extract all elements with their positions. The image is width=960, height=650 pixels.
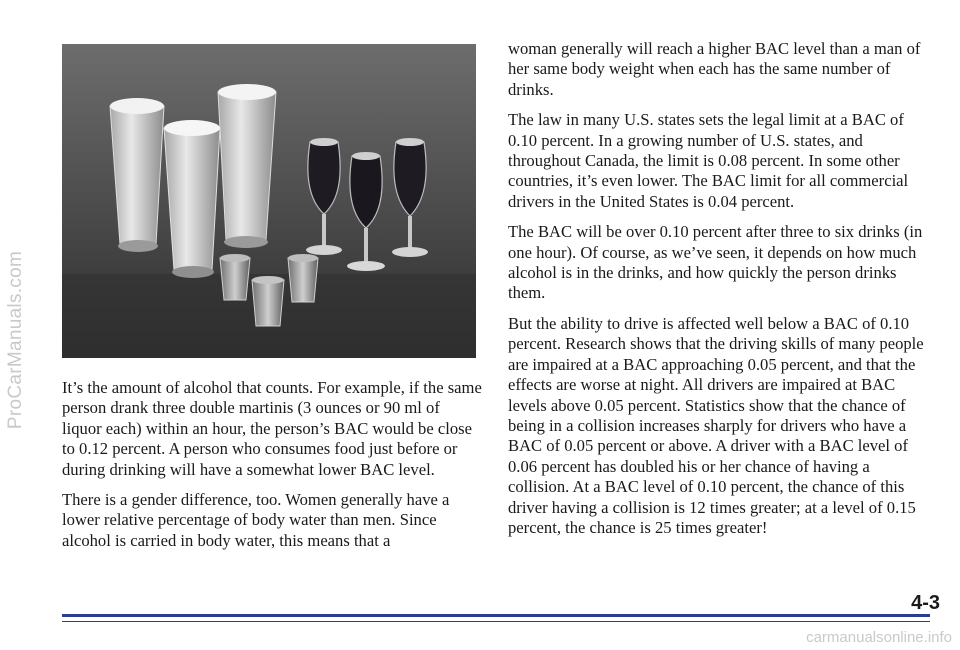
watermark-vertical (2, 80, 30, 600)
footer-rule-thick (62, 614, 930, 617)
right-text-column (508, 39, 928, 548)
paragraph-alcohol-amount: It’s the amount of alcohol that counts. For example, if the same person drank three double martinis (3 ounces or 90 ml of liquor each) within an hour, the person’s BAC would be close to 0.12 percent. A person who consumes food just before or during drinking will have a somewhat lower BAC level. (62, 378, 482, 479)
watermark-footer: carmanualsonline.info (806, 629, 952, 646)
page-number: 4-3 (911, 592, 940, 614)
paragraph-drinks-count: The BAC will be over 0.10 percent after three to six drinks (in one hour). Of course, as we’ve seen, it depends on how much alcohol is in the drinks, and how quickly the person drinks them. (508, 222, 923, 303)
watermark-vertical-text: ProCarManuals.com (5, 250, 26, 430)
drinks-illustration (62, 44, 476, 358)
paragraph-gender-difference: There is a gender difference, too. Women generally have a lower relative percentage of body water than men. Since alcohol is carried in body water, this means that a (62, 490, 450, 550)
paragraph-legal-limit: The law in many U.S. states sets the legal limit at a BAC of 0.10 percent. In a growing number of U.S. states, and throughout Canada, the limit is 0.08 percent. In some other countries, it’s even lower. The BAC limit for all commercial drivers in the United States is 0.04 percent. (508, 110, 909, 211)
left-text-column (62, 378, 482, 561)
paragraph-driving-ability: But the ability to drive is affected well below a BAC of 0.10 percent. Research shows that the driving skills of many people are impaired at a BAC approaching 0.05 percent, and that the effects are worse at night. All drivers are impaired at BAC levels above 0.05 percent. Statistics show that the chance of being in a collision increases sharply for drivers who have a BAC of 0.05 percent or above. A driver with a BAC level of 0.06 percent has doubled his or her chance of having a collision. At a BAC level of 0.10 percent, the chance of this driver having a collision is 12 times greater; at a level of 0.15 percent, the chance is 25 times greater! (508, 313, 924, 537)
paragraph-woman-bac: woman generally will reach a higher BAC level than a man of her same body weight when each has the same number of drinks. (508, 39, 921, 99)
footer-rule-thin (62, 621, 930, 622)
drinks-photo (62, 44, 476, 358)
